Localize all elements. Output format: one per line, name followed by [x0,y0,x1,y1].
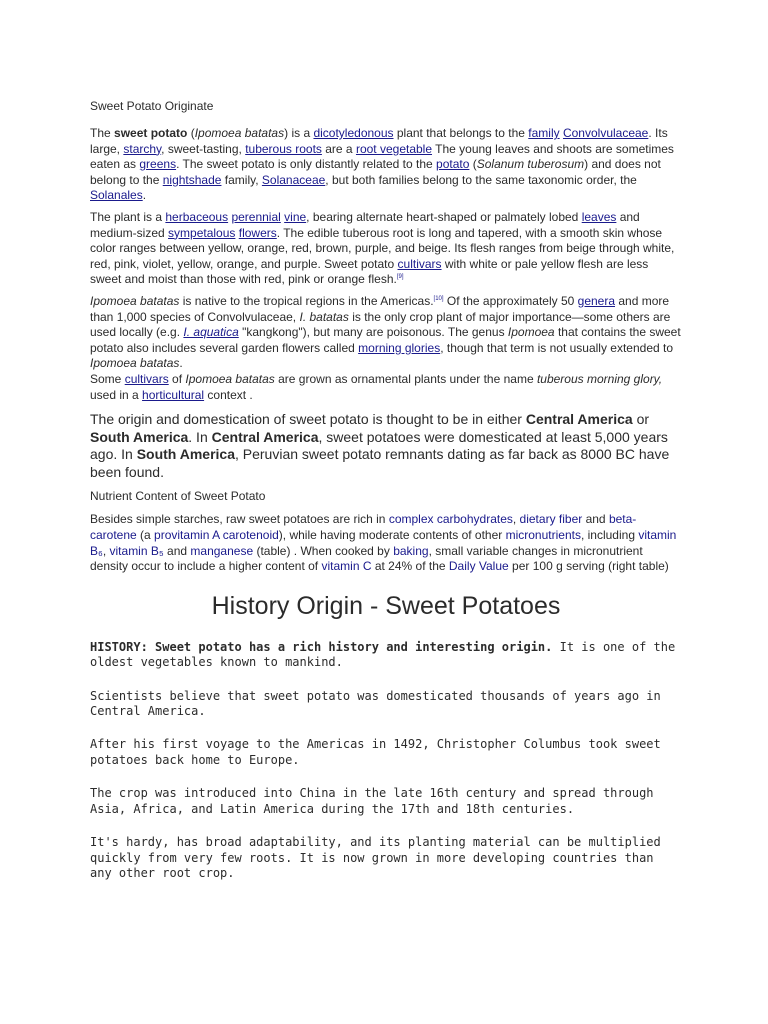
citation-ref[interactable]: [9] [396,274,404,281]
nutrient-link[interactable]: vitamin B₅ [109,543,164,558]
text-run: "kangkong"), but many are poisonous. The genus [238,325,508,340]
text-run: , [102,543,110,558]
text-run: , sweet potatoes were domesticated at least 5,000 years ago. In [90,428,668,463]
text-run: context . [204,387,253,402]
italic-term: I. batatas [299,309,349,324]
bold-term: sweet potato [114,126,188,140]
text-run: that contains the sweet potato also includes several garden flowers called [90,325,681,355]
paragraph-nutrient-content [90,512,682,574]
citation-ref[interactable]: [10] [433,295,444,302]
text-run: Some [90,371,125,386]
text-run: are grown as ornamental plants under the name [274,371,537,386]
document-page [90,98,682,881]
text-run: are a [321,141,356,156]
paragraph-plant-description [90,210,682,288]
text-run: and more than 1,000 species of Convolvulaceae, [90,293,670,324]
nutrient-link[interactable]: vitamin B₆ [90,528,677,558]
wiki-link[interactable]: potato [436,157,470,172]
text-run: is native to the tropical regions in the Americas. [179,293,434,308]
text-run: plant that belongs to the [393,126,529,140]
wiki-link[interactable]: flowers [238,225,277,240]
text-run: and [582,512,609,527]
text-run: , bearing alternate heart-shaped or palmately lobed [306,209,582,224]
text-run: , though that term is not usually extended to [440,340,674,355]
history-paragraph-3: The crop was introduced into China in the late 16th century and spread through Asia, Africa, and Latin America during the 17th and 18th centuries. [90,786,654,816]
text-run: . Its large, [90,126,668,156]
paragraph-ipomoea-native [90,294,682,372]
paragraph-origin-domestication [90,411,682,481]
wiki-link[interactable]: I. aquatica [183,325,239,340]
text-run: with white or pale yellow flesh are less sweet and moist than those with red, pink or orange flesh. [90,256,649,287]
text-run: . The edible tuberous root is long and tapered, with a smooth skin whose color ranges between yellow, orange, red, brown, purple, and beige. Its flesh ranges from beige through white, red, pink, violet, yellow, orange, and purple. Sweet potato [90,225,675,271]
text-run: , Peruvian sweet potato remnants dating as far back as 8000 BC have been found. [90,446,670,480]
nutrient-link[interactable]: vitamin C [321,559,372,574]
section-title-nutrient: Nutrient Content of Sweet Potato [90,489,266,504]
wiki-link[interactable]: Solanaceae [261,172,326,187]
text-run: Of the approximately 50 [443,293,578,308]
italic-term: Ipomoea batatas [185,371,275,386]
bold-term: South America [90,428,189,445]
wiki-link[interactable]: cultivars [397,256,442,271]
history-heading: History Origin - Sweet Potatoes [211,591,561,620]
history-paragraph-1: Scientists believe that sweet potato was domesticated thousands of years ago in Central America. [90,688,661,719]
text-run: ) is a [284,126,314,140]
wiki-link[interactable]: vine [284,209,307,224]
text-run: ) and does not belong to the [90,157,661,187]
bold-term: Central America [211,428,319,445]
nutrient-link[interactable]: dietary fiber [519,512,583,527]
nutrient-link[interactable]: provitamin A carotenoid [154,528,279,543]
nutrient-link[interactable]: Daily Value [448,559,509,574]
nutrient-link[interactable]: complex carbohydrates [388,512,513,527]
italic-term: Ipomoea batatas [90,293,180,308]
italic-term: tuberous morning glory, [536,371,663,386]
text-run: ( [469,157,477,172]
text-run: (a [136,528,155,543]
nutrient-link[interactable]: manganese [190,543,254,558]
wiki-link[interactable]: cultivars [124,371,169,386]
wiki-link[interactable]: starchy [123,141,162,156]
wiki-link[interactable]: tuberous roots [245,141,322,156]
text-run: used in a [90,387,143,402]
wiki-link[interactable]: Convolvulaceae [562,126,649,140]
text-run: and medium-sized [90,209,640,240]
text-run: . [179,356,183,371]
bold-term: South America [136,446,235,463]
history-lead-rest: It is one of the oldest vegetables known to mankind. [90,639,676,670]
nutrient-link[interactable]: micronutrients [505,528,581,543]
text-run: and [163,543,191,558]
text-run: The plant is a [90,209,166,224]
italic-term: Solanum tuberosum [476,157,585,172]
wiki-link[interactable]: nightshade [162,172,222,187]
wiki-link[interactable]: perennial [231,209,281,224]
nutrient-link[interactable]: baking [393,543,429,558]
paragraph-sweet-potato-intro [90,126,682,204]
wiki-link[interactable]: morning glories [358,340,441,355]
text-run: , but both families belong to the same taxonomic order, the [325,172,637,187]
text-run: of [168,371,186,386]
wiki-link[interactable]: herbaceous [165,209,229,224]
text-run: . [142,188,147,203]
history-paragraph-2: After his first voyage to the Americas in 1492, Christopher Columbus took sweet potatoes back home to Europe. [90,737,661,767]
history-lead-bold: HISTORY: Sweet potato has a rich history and interesting origin. [90,639,553,654]
text-run: . In [188,428,212,445]
wiki-link[interactable]: dicotyledonous [313,126,394,140]
text-run: or [632,411,650,428]
paragraph-ornamental-cultivars [90,372,682,403]
text-run: The young leaves and shoots are sometimes eaten as [90,141,674,172]
italic-term: Ipomoea batatas [194,126,285,140]
wiki-link[interactable]: family [528,126,560,140]
history-paragraph-4: It's hardy, has broad adaptability, and its planting material can be multiplied quickly from very few roots. It is now grown in more developing countries than any other root crop. [90,835,661,880]
text-run: (table) . When cooked by [253,543,394,558]
italic-term: Ipomoea [507,325,555,340]
history-lead-paragraph [90,640,682,671]
text-run: The origin and domestication of sweet potato is thought to be in either [90,411,526,428]
text-run: is the only crop plant of major importance—some others are used locally (e.g. [90,309,671,340]
text-run: The [90,126,115,140]
text-run: , sweet-tasting, [161,141,246,156]
text-run: Besides simple starches, raw sweet potatoes are rich in [90,512,389,527]
text-run: ( [187,126,195,140]
italic-term: Ipomoea batatas [90,356,180,371]
wiki-link[interactable]: leaves [581,209,617,224]
bold-term: Central America [525,411,633,428]
wiki-link[interactable]: horticultural [142,387,205,402]
text-run: , [512,512,520,527]
wiki-link[interactable]: Solanales [90,188,143,203]
wiki-link[interactable]: sympetalous [168,225,236,240]
text-run: . The sweet potato is only distantly related to the [176,157,437,172]
nutrient-link[interactable]: beta-carotene [90,512,637,543]
text-run: ), while having moderate contents of other [278,528,506,543]
text-run: , small variable changes in micronutrient density occur to include a higher content of [90,543,643,574]
text-run: family, [221,172,262,187]
wiki-link[interactable]: genera [577,293,616,308]
text-run: at 24% of the [371,559,449,574]
section-title-origin: Sweet Potato Originate [90,99,214,113]
text-run: per 100 g serving (right table) [508,559,669,574]
text-run: , including [580,528,639,543]
wiki-link[interactable]: root vegetable [355,141,433,156]
wiki-link[interactable]: greens [139,157,177,172]
